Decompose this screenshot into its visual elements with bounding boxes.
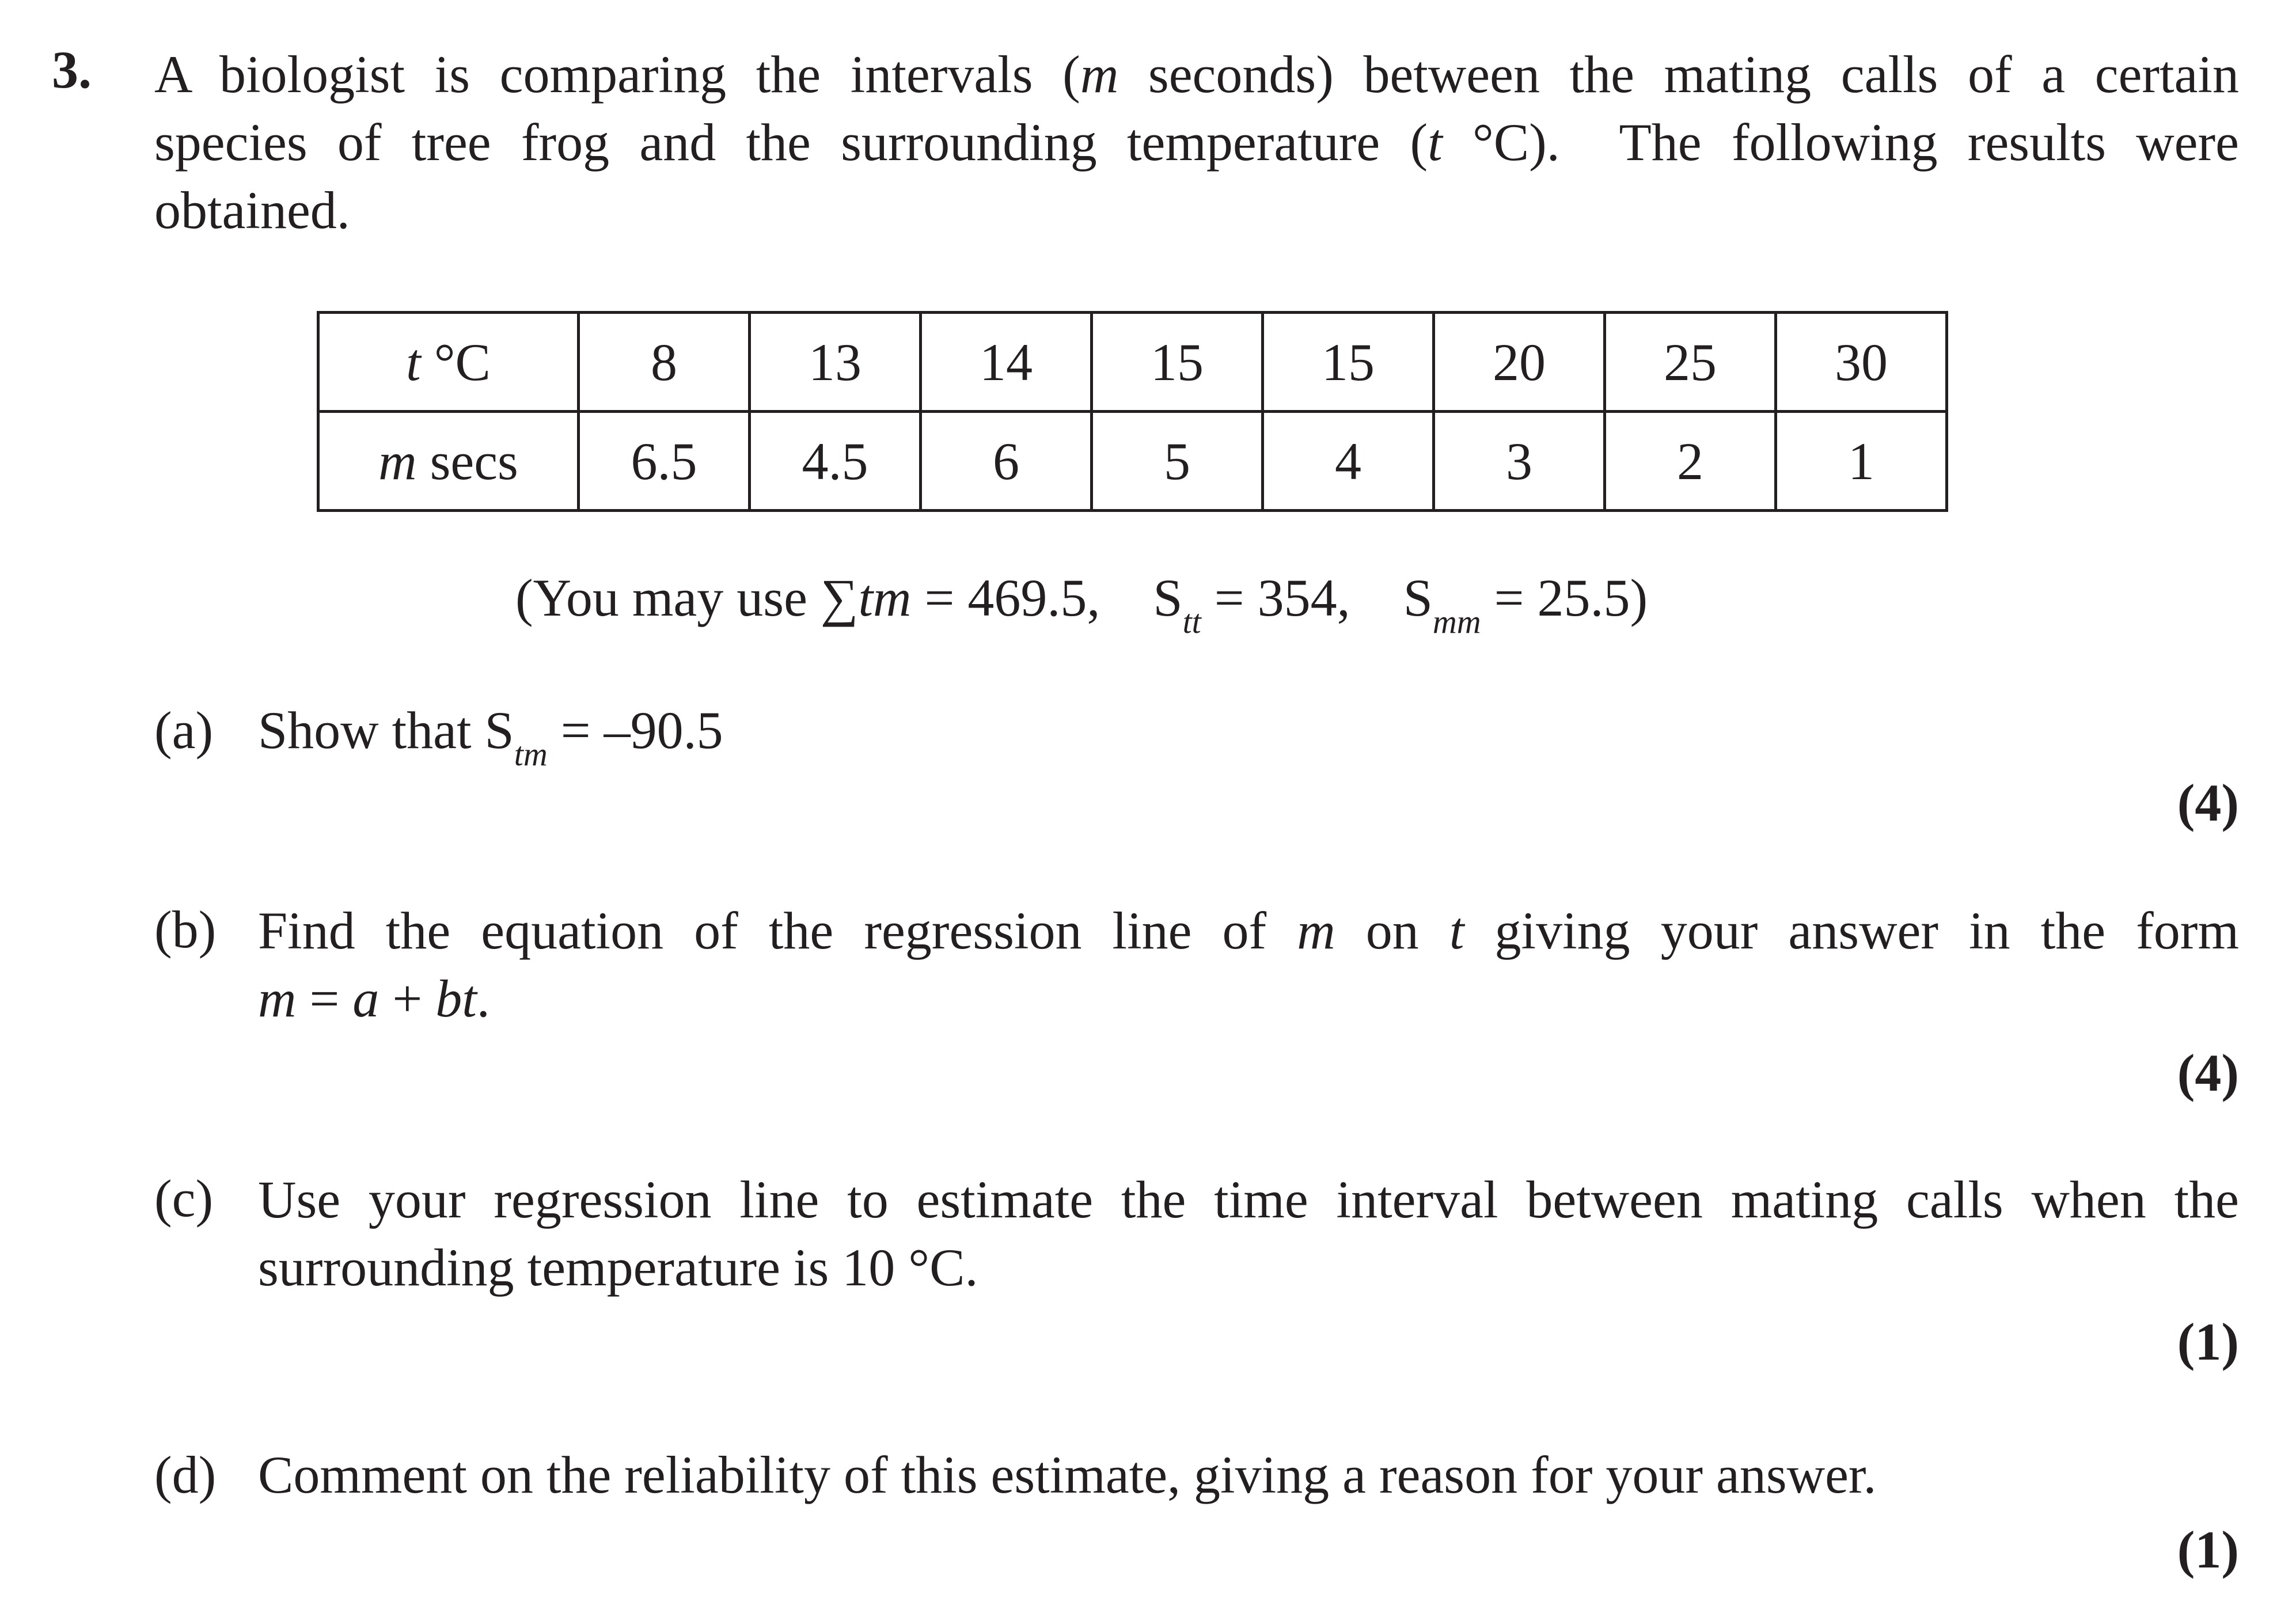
part-c-line-2: surrounding temperature is 10 °C. [258, 1238, 978, 1297]
part-a: (a) Show that $S_{tm} = -90.5$ [154, 701, 723, 773]
m-cell: 1 [1776, 412, 1947, 511]
part-c-label: (c) [154, 1169, 214, 1228]
t-cell: 25 [1605, 313, 1776, 412]
m-cell: 5 [1092, 412, 1263, 511]
t-cell: 15 [1092, 313, 1263, 412]
t-cell: 20 [1434, 313, 1605, 412]
stem-line-2: species of tree frog and the surrounding temperature (t °C). The following results were [154, 113, 2239, 172]
t-cell: 8 [579, 313, 750, 412]
t-cell: 30 [1776, 313, 1947, 412]
t-cell: 14 [921, 313, 1092, 412]
m-cell: 2 [1605, 412, 1776, 511]
part-d: (d) Comment on the reliability of this estimate, giving a reason for your answer. [154, 1445, 1877, 1504]
part-b-line-1: Find the equation of the regression line of m on t giving your answer in the form [258, 901, 2239, 960]
table-row-t [318, 313, 1947, 412]
sum-symbol: ∑ [820, 568, 859, 627]
part-c-marks: (1) [2177, 1312, 2239, 1371]
question-number: 3. [52, 40, 92, 99]
stem-line-3: obtained. [154, 181, 350, 240]
part-b-marks: (4) [2177, 1043, 2239, 1102]
part-d-label: (d) [154, 1445, 217, 1504]
part-a-marks: (4) [2177, 773, 2239, 832]
summary-statistics-hint: (You may use ∑tm = 469.5, $S_{tt} = 354$, $S_{mm} = 25.5$) [515, 568, 1648, 640]
stem-line-1: A biologist is comparing the intervals (m seconds) between the mating calls of a certain [154, 45, 2239, 104]
m-cell: 4.5 [750, 412, 921, 511]
part-b-line-2: m = a + bt. [258, 969, 490, 1028]
part-c-text [258, 1166, 2239, 1301]
data-table [317, 311, 1948, 512]
part-d-marks: (1) [2177, 1520, 2239, 1579]
m-cell: 4 [1263, 412, 1434, 511]
part-b-text [258, 897, 2239, 1033]
m-cell: 3 [1434, 412, 1605, 511]
t-cell: 13 [750, 313, 921, 412]
question-stem [154, 40, 2239, 244]
m-cell: 6.5 [579, 412, 750, 511]
table-row-m [318, 412, 1947, 511]
row-label-m: m secs [318, 412, 579, 511]
t-cell: 15 [1263, 313, 1434, 412]
row-label-t: t °C [318, 313, 579, 412]
part-a-label: (a) [154, 701, 214, 760]
part-b-label: (b) [154, 900, 217, 959]
m-cell: 6 [921, 412, 1092, 511]
part-c-line-1: Use your regression line to estimate the time interval between mating calls when the [258, 1170, 2239, 1229]
